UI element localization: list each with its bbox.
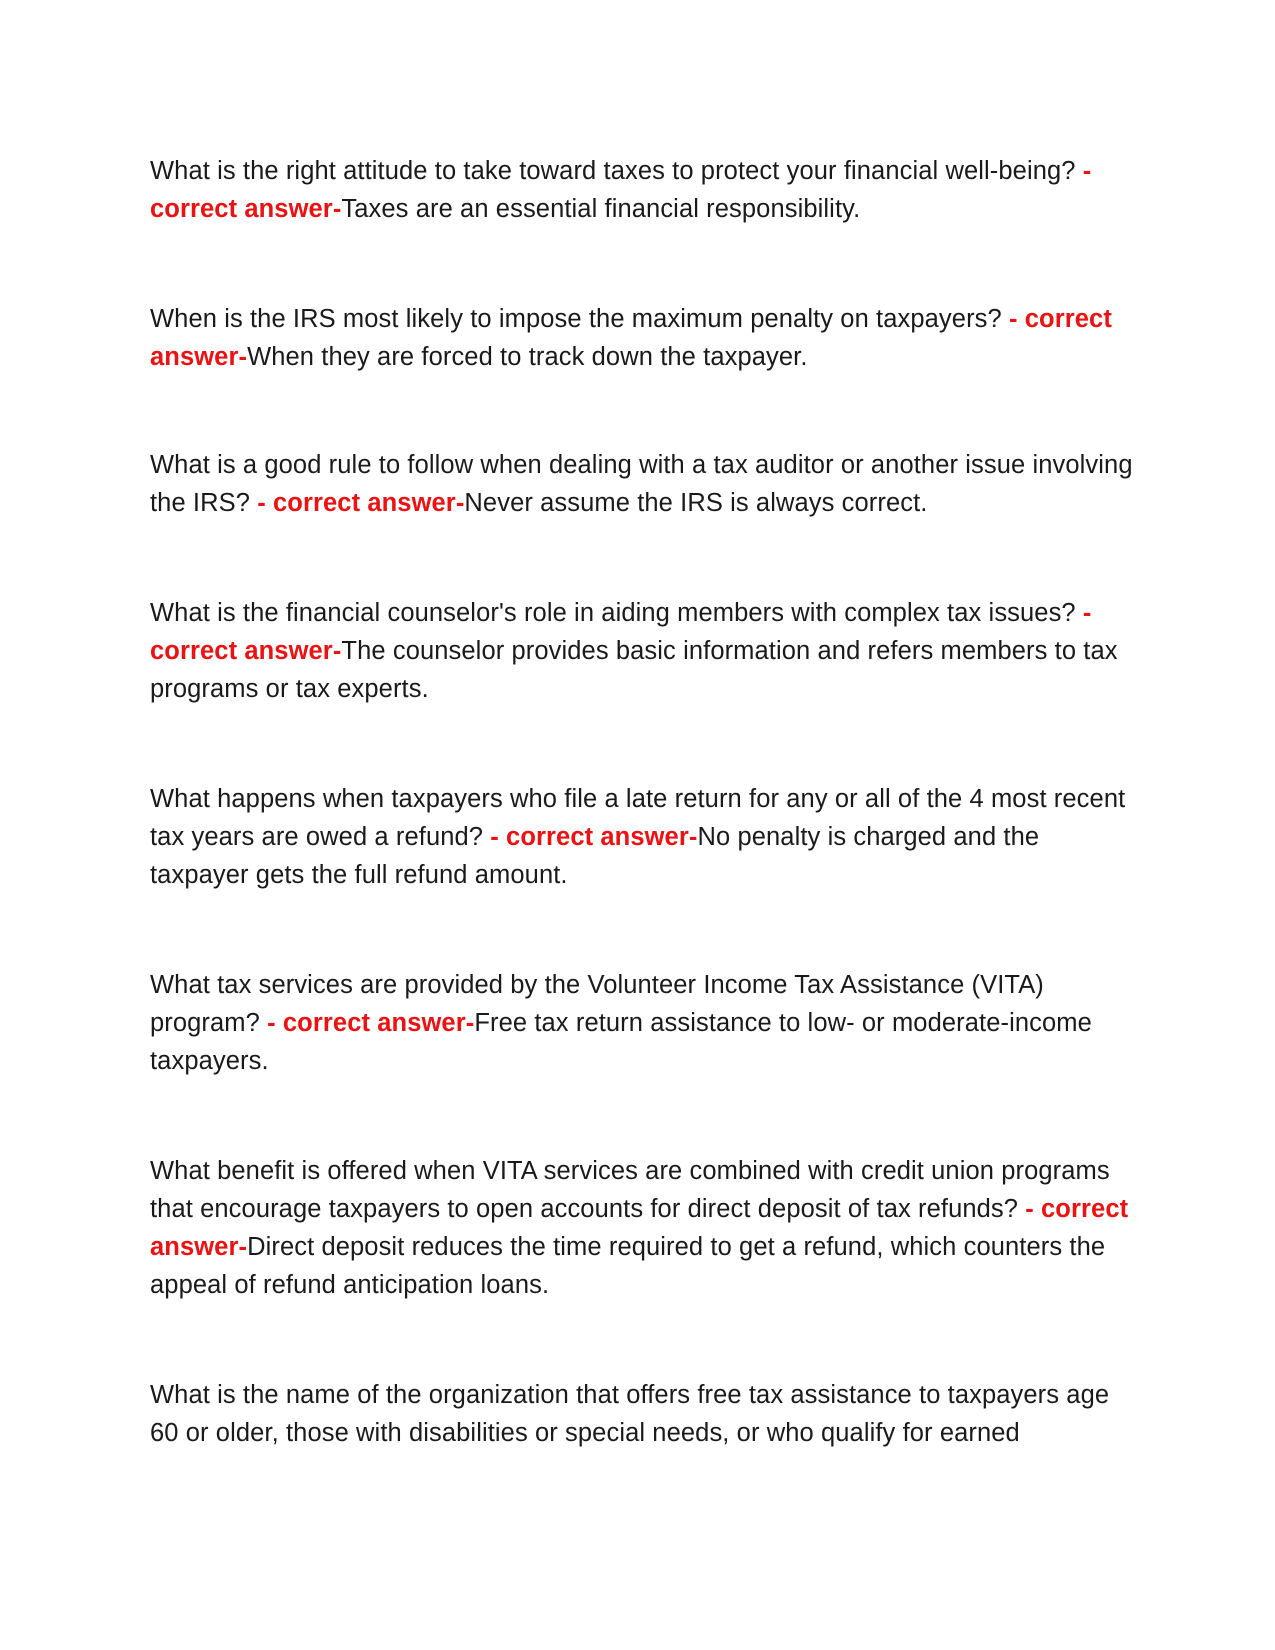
question-text: What happens when taxpayers who file a late return for any or all of the 4 most recent tax years are owed a refund? [150,785,1126,851]
question-text: What is the financial counselor's role in aiding members with complex tax issues? [150,599,1083,627]
qa-item-8 [150,1376,1140,1452]
answer-text: Never assume the IRS is always correct. [464,489,928,517]
qa-item-3 [150,446,1140,522]
correct-answer-marker: - correct answer- [150,599,1092,665]
qa-item-1 [150,152,1140,228]
qa-list [150,152,1140,1524]
correct-answer-marker: - correct answer- [257,489,465,517]
question-text: What is the right attitude to take toward taxes to protect your financial well-being? [150,157,1083,185]
answer-text: Free tax return assistance to low- or moderate-income taxpayers. [150,1009,1092,1075]
answer-text: Taxes are an essential financial responsibility. [341,195,861,223]
qa-item-7 [150,1152,1140,1304]
answer-text: The counselor provides basic information and refers members to tax programs or tax experts. [150,637,1118,703]
correct-answer-marker: - correct answer- [150,1195,1129,1261]
question-text: When is the IRS most likely to impose the maximum penalty on taxpayers? [150,305,1009,333]
question-text: What tax services are provided by the Volunteer Income Tax Assistance (VITA) program? [150,971,1044,1037]
qa-item-6 [150,966,1140,1080]
question-text: What is a good rule to follow when dealing with a tax auditor or another issue involving the IRS? [150,451,1133,517]
correct-answer-marker: - correct answer- [150,157,1092,223]
correct-answer-marker: - correct answer- [490,823,698,851]
answer-text: Direct deposit reduces the time required to get a refund, which counters the appeal of refund anticipation loans. [150,1233,1106,1299]
qa-item-5 [150,780,1140,894]
qa-item-2 [150,300,1140,376]
answer-text: No penalty is charged and the taxpayer gets the full refund amount. [150,823,1040,889]
question-text: What is the name of the organization that offers free tax assistance to taxpayers age 60 or older, those with disabilities or special needs, or who qualify for earned [150,1381,1110,1447]
question-text: What benefit is offered when VITA services are combined with credit union programs that encourage taxpayers to open accounts for direct deposit of tax refunds? [150,1157,1110,1223]
correct-answer-marker: - correct answer- [267,1009,475,1037]
correct-answer-marker: - correct answer- [150,305,1112,371]
qa-item-4 [150,594,1140,708]
answer-text: When they are forced to track down the taxpayer. [247,343,808,371]
